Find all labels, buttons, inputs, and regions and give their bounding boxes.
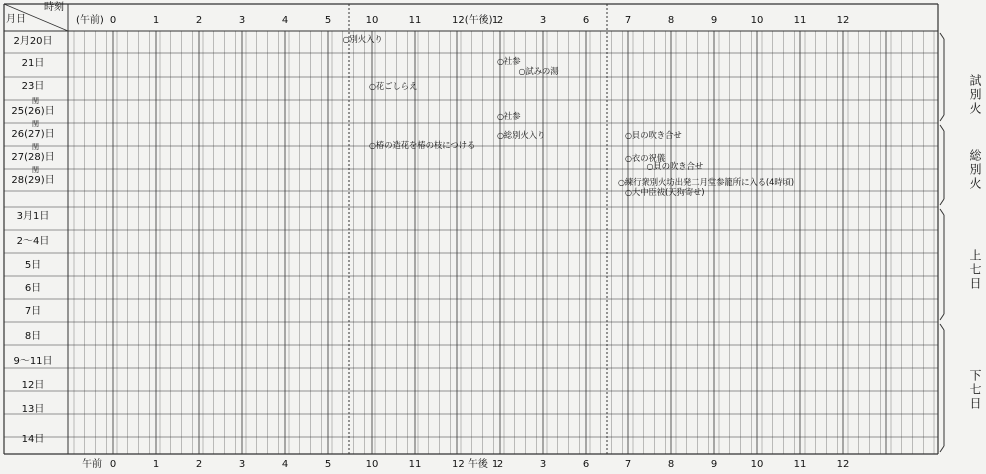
hour-label-top: 2 <box>195 15 203 26</box>
date-cell: 9〜11日 <box>13 356 53 367</box>
circle-marker-icon: ○ <box>518 67 526 76</box>
hour-label-bottom: 10 <box>750 459 764 470</box>
event-entry <box>369 141 475 151</box>
event-entry <box>369 82 417 92</box>
corner-date-label: 月日 <box>6 14 26 25</box>
date-cell: 28(29)日 <box>11 175 55 186</box>
event-text: 貝の吹き合せ <box>653 162 704 172</box>
hour-label-bottom: 6 <box>582 459 590 470</box>
hour-label-top: 11 <box>793 15 807 26</box>
section-label-lower: 下七日 <box>968 369 982 411</box>
circle-marker-icon: ○ <box>497 112 504 121</box>
section-label-trial: 試別火 <box>968 74 982 116</box>
event-text: 別火入り <box>349 35 383 45</box>
date-ruby: 閏 <box>32 120 39 128</box>
hour-label-bottom: 10 <box>365 459 379 470</box>
hour-label-top: 7 <box>624 15 632 26</box>
date-cell: 2月20日 <box>13 36 53 47</box>
date-ruby: 閏 <box>32 143 39 151</box>
event-text: 大中臣祓(天狗寄せ) <box>631 188 705 198</box>
pm-label: 12(午後) <box>452 15 493 26</box>
event-text: 社参 <box>503 112 521 122</box>
hour-label-bottom: 7 <box>624 459 632 470</box>
event-entry <box>625 188 704 198</box>
date-cell: 25(26)日 <box>11 106 55 117</box>
date-cell: 13日 <box>21 404 45 415</box>
hour-label-top: 10 <box>750 15 764 26</box>
event-text: 椿の造花を椿の枝につける <box>375 141 476 151</box>
hour-label-bottom: 12 <box>836 459 850 470</box>
hour-label-bottom: 1 <box>152 459 160 470</box>
circle-marker-icon: ○ <box>625 154 632 163</box>
date-cell: 26(27)日 <box>11 129 55 140</box>
circle-marker-icon: ○ <box>625 188 632 197</box>
hour-label-top: 9 <box>710 15 718 26</box>
date-cell: 14日 <box>21 434 45 445</box>
event-text: 花ごしらえ <box>375 82 418 92</box>
event-text: 練行衆別火坊出発二月堂参籠所に入る(4時頃) <box>624 178 794 188</box>
hour-label-bottom: 9 <box>710 459 718 470</box>
event-text: 総別火入り <box>503 131 546 141</box>
hour-label-top: 1 <box>152 15 160 26</box>
date-cell: 23日 <box>21 81 45 92</box>
hour-label-top: 4 <box>281 15 289 26</box>
am-label: (午前) <box>76 15 104 26</box>
circle-marker-icon: ○ <box>342 35 350 44</box>
section-label-general: 総別火 <box>968 149 982 191</box>
hour-label-top: 11 <box>408 15 422 26</box>
event-text: 貝の吹き合せ <box>631 131 682 141</box>
hour-label-top: 8 <box>667 15 675 26</box>
circle-marker-icon: ○ <box>618 178 625 187</box>
date-cell: 27(28)日 <box>11 152 55 163</box>
circle-marker-icon: ○ <box>369 82 376 91</box>
circle-marker-icon: ○ <box>625 131 632 140</box>
date-cell: 2〜4日 <box>16 236 50 247</box>
hour-label-bottom: 2 <box>496 459 504 470</box>
hour-label-bottom: 8 <box>667 459 675 470</box>
event-entry <box>618 178 794 188</box>
circle-marker-icon: ○ <box>369 141 376 150</box>
hour-label-top: 2 <box>496 15 504 26</box>
date-cell: 3月1日 <box>16 211 50 222</box>
event-entry <box>519 67 559 77</box>
hour-label-bottom: 11 <box>408 459 422 470</box>
hour-label-bottom: 1 <box>491 459 499 470</box>
date-cell: 7日 <box>24 306 42 317</box>
date-ruby: 閏 <box>32 97 39 105</box>
date-cell: 21日 <box>21 58 45 69</box>
event-entry <box>497 57 520 67</box>
date-cell: 12日 <box>21 380 45 391</box>
event-entry <box>625 131 682 141</box>
circle-marker-icon: ○ <box>497 131 504 140</box>
hour-label-top: 10 <box>365 15 379 26</box>
corner-time-label: 時刻 <box>44 2 64 13</box>
hour-label-bottom: 0 <box>109 459 117 470</box>
hour-label-top: 12 <box>836 15 850 26</box>
bottom-pm-label: 12 午後 <box>452 459 488 470</box>
hour-label-top: 3 <box>539 15 547 26</box>
hour-label-bottom: 3 <box>238 459 246 470</box>
date-cell: 6日 <box>24 283 42 294</box>
circle-marker-icon: ○ <box>646 162 654 171</box>
hour-label-bottom: 2 <box>195 459 203 470</box>
event-entry <box>647 162 704 172</box>
hour-label-top: 5 <box>324 15 332 26</box>
hour-label-top: 0 <box>109 15 117 26</box>
event-entry <box>343 35 383 45</box>
event-text: 試みの湯 <box>525 67 559 77</box>
hour-label-top: 3 <box>238 15 246 26</box>
hour-label-top: 1 <box>491 15 499 26</box>
hour-label-bottom: 4 <box>281 459 289 470</box>
hour-label-bottom: 5 <box>324 459 332 470</box>
hour-label-top: 6 <box>582 15 590 26</box>
hour-label-bottom: 3 <box>539 459 547 470</box>
hour-label-bottom: 11 <box>793 459 807 470</box>
event-text: 衣の祝儀 <box>631 154 665 164</box>
event-entry <box>497 112 520 122</box>
event-text: 社参 <box>503 57 521 67</box>
circle-marker-icon: ○ <box>497 57 504 66</box>
event-entry <box>497 131 545 141</box>
section-label-upper: 上七日 <box>968 249 982 291</box>
date-cell: 5日 <box>24 260 42 271</box>
date-ruby: 閏 <box>32 166 39 174</box>
bottom-am-label: 午前 <box>82 459 102 470</box>
date-cell: 8日 <box>24 331 42 342</box>
